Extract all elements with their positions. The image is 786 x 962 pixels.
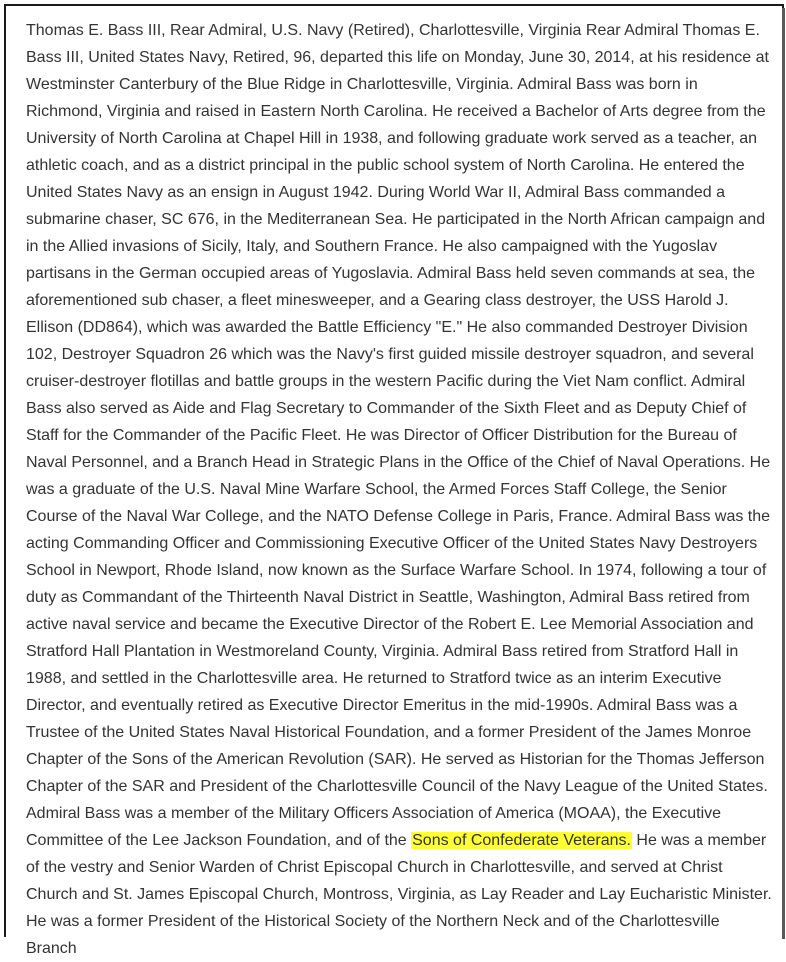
obituary-frame [4,4,784,957]
obituary-text-after-highlight: He was a member of the vestry and Senior Warden of Christ Episcopal Church in Charlottesville, and served at Christ Church and St. James Episcopal Church, Montross, Virginia, as Lay Reader and Lay Eucharistic Minister. He was a former President of the Historical Society of the Northern Neck and of the Charlottesville Branch [26,832,772,957]
obituary-text-before-highlight: Thomas E. Bass III, Rear Admiral, U.S. Navy (Retired), Charlottesville, Virginia Rear Admiral Thomas E. Bass III, United States Navy, Retired, 96, departed this life on Monday, June 30, 2014, at his residence at Westminster Canterbury of the Blue Ridge in Charlottesville, Virginia. Admiral Bass was born in Richmond, Virginia and raised in Eastern North Carolina. He received a Bachelor of Arts degree from the University of North Carolina at Chapel Hill in 1938, and following graduate work served as a teacher, an athletic coach, and as a district principal in the public school system of North Carolina. He entered the United States Navy as an ensign in August 1942. During World War II, Admiral Bass commanded a submarine chaser, SC 676, in the Mediterranean Sea. He participated in the North African campaign and in the Allied invasions of Sicily, Italy, and Southern France. He also campaigned with the Yugoslav partisans in the German occupied areas of Yugoslavia. Admiral Bass held seven commands at sea, the aforementioned sub chaser, a fleet minesweeper, and a Gearing class destroyer, the USS Harold J. Ellison (DD864), which was awarded the Battle Efficiency "E." He also commanded Destroyer Division 102, Destroyer Squadron 26 which was the Navy's first guided missile destroyer squadron, and several cruiser-destroyer flotillas and battle groups in the western Pacific during the Viet Nam conflict. Admiral Bass also served as Aide and Flag Secretary to Commander of the Sixth Fleet and as Deputy Chief of Staff for the Commander of the Pacific Fleet. He was Director of Officer Distribution for the Bureau of Naval Personnel, and a Branch Head in Strategic Plans in the Office of the Chief of Naval Operations. He was a graduate of the U.S. Naval Mine Warfare School, the Armed Forces Staff College, the Senior Course of the Naval War College, and the NATO Defense College in Paris, France. Admiral Bass was the acting Commanding Officer and Commissioning Executive Officer of the United States Navy Destroyers School in Newport, Rhode Island, now known as the Surface Warfare School. In 1974, following a tour of duty as Commandant of the Thirteenth Naval District in Seattle, Washington, Admiral Bass retired from active naval service and became the Executive Director of the Robert E. Lee Memorial Association and Stratford Hall Plantation in Westmoreland County, Virginia. Admiral Bass retired from Stratford Hall in 1988, and settled in the Charlottesville area. He returned to Stratford twice as an interim Executive Director, and eventually retired as Executive Director Emeritus in the mid-1990s. Admiral Bass was a Trustee of the United States Naval Historical Foundation, and a former President of the James Monroe Chapter of the Sons of the American Revolution (SAR). He served as Historian for the Thomas Jefferson Chapter of the SAR and President of the Charlottesville Council of the Navy League of the United States. Admiral Bass was a member of the Military Officers Association of America (MOAA), the Executive Committee of the Lee Jackson Foundation, and of the [26,22,771,849]
obituary-paragraph [6,6,782,962]
highlighted-phrase: Sons of Confederate Veterans. [412,832,631,849]
